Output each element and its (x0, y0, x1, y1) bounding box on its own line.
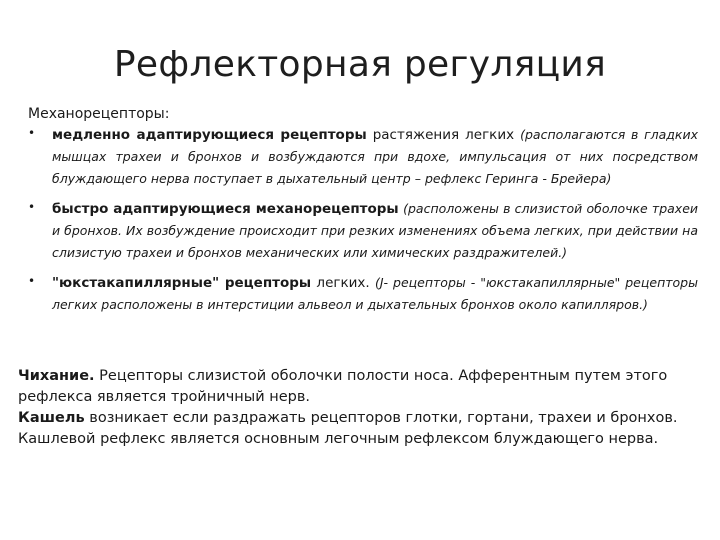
bullet-icon: • (28, 274, 36, 288)
bullet-text (52, 124, 698, 190)
bullet-italic-text: (расположены в слизистой оболочке трахеи и бронхов. Их возбуждение происходит при резких изменениях объема легких, при действии на слизистую трахеи и бронхов механических или химических раздражителей.) (52, 201, 699, 260)
mechanoreceptors-heading: Механорецепторы: (28, 106, 170, 122)
bullet-text (52, 198, 698, 264)
bullet-item (28, 198, 698, 264)
cough-term: Кашель (18, 410, 85, 426)
bullet-bold-text: "юкстакапиллярные" рецепторы (52, 275, 312, 291)
bullet-normal-text: растяжения легких (366, 127, 521, 143)
mechanoreceptors-section (28, 106, 698, 324)
bullet-normal-text: легких. (311, 275, 375, 291)
bullet-icon: • (28, 126, 36, 140)
bullet-item (28, 124, 698, 190)
bullet-italic-text: (J- рецепторы - "юкстакапиллярные" рецепторы легких расположены в интерстиции альвеол и дыхательных бронхов около капилляров.) (52, 275, 698, 312)
cough-text: возникает если раздражать рецепторов глотки, гортани, трахеи и бронхов. Кашлевой рефлекс является основным легочным рефлексом блуждающего нерва. (18, 410, 678, 447)
bullet-item (28, 272, 698, 316)
bullet-text (52, 272, 698, 316)
reflexes-section (18, 366, 698, 450)
bullet-italic-text: (располагаются в гладких мышцах трахеи и бронхов и возбуждаются при вдохе, импульсация от них посредством блуждающего нерва поступает в дыхательный центр – рефлекс Геринга - Брейера) (52, 127, 698, 186)
sneezing-paragraph (18, 366, 698, 408)
bullet-bold-text: быстро адаптирующиеся механорецепторы (52, 201, 399, 217)
bullet-icon: • (28, 200, 36, 214)
sneezing-text: Рецепторы слизистой оболочки полости носа. Афферентным путем этого рефлекса является тройничный нерв. (18, 368, 668, 405)
slide-title: Рефлекторная регуляция (113, 44, 607, 85)
bullet-bold-text: медленно адаптирующиеся рецепторы (52, 127, 367, 143)
sneezing-term: Чихание. (18, 368, 95, 384)
cough-paragraph (18, 408, 698, 450)
